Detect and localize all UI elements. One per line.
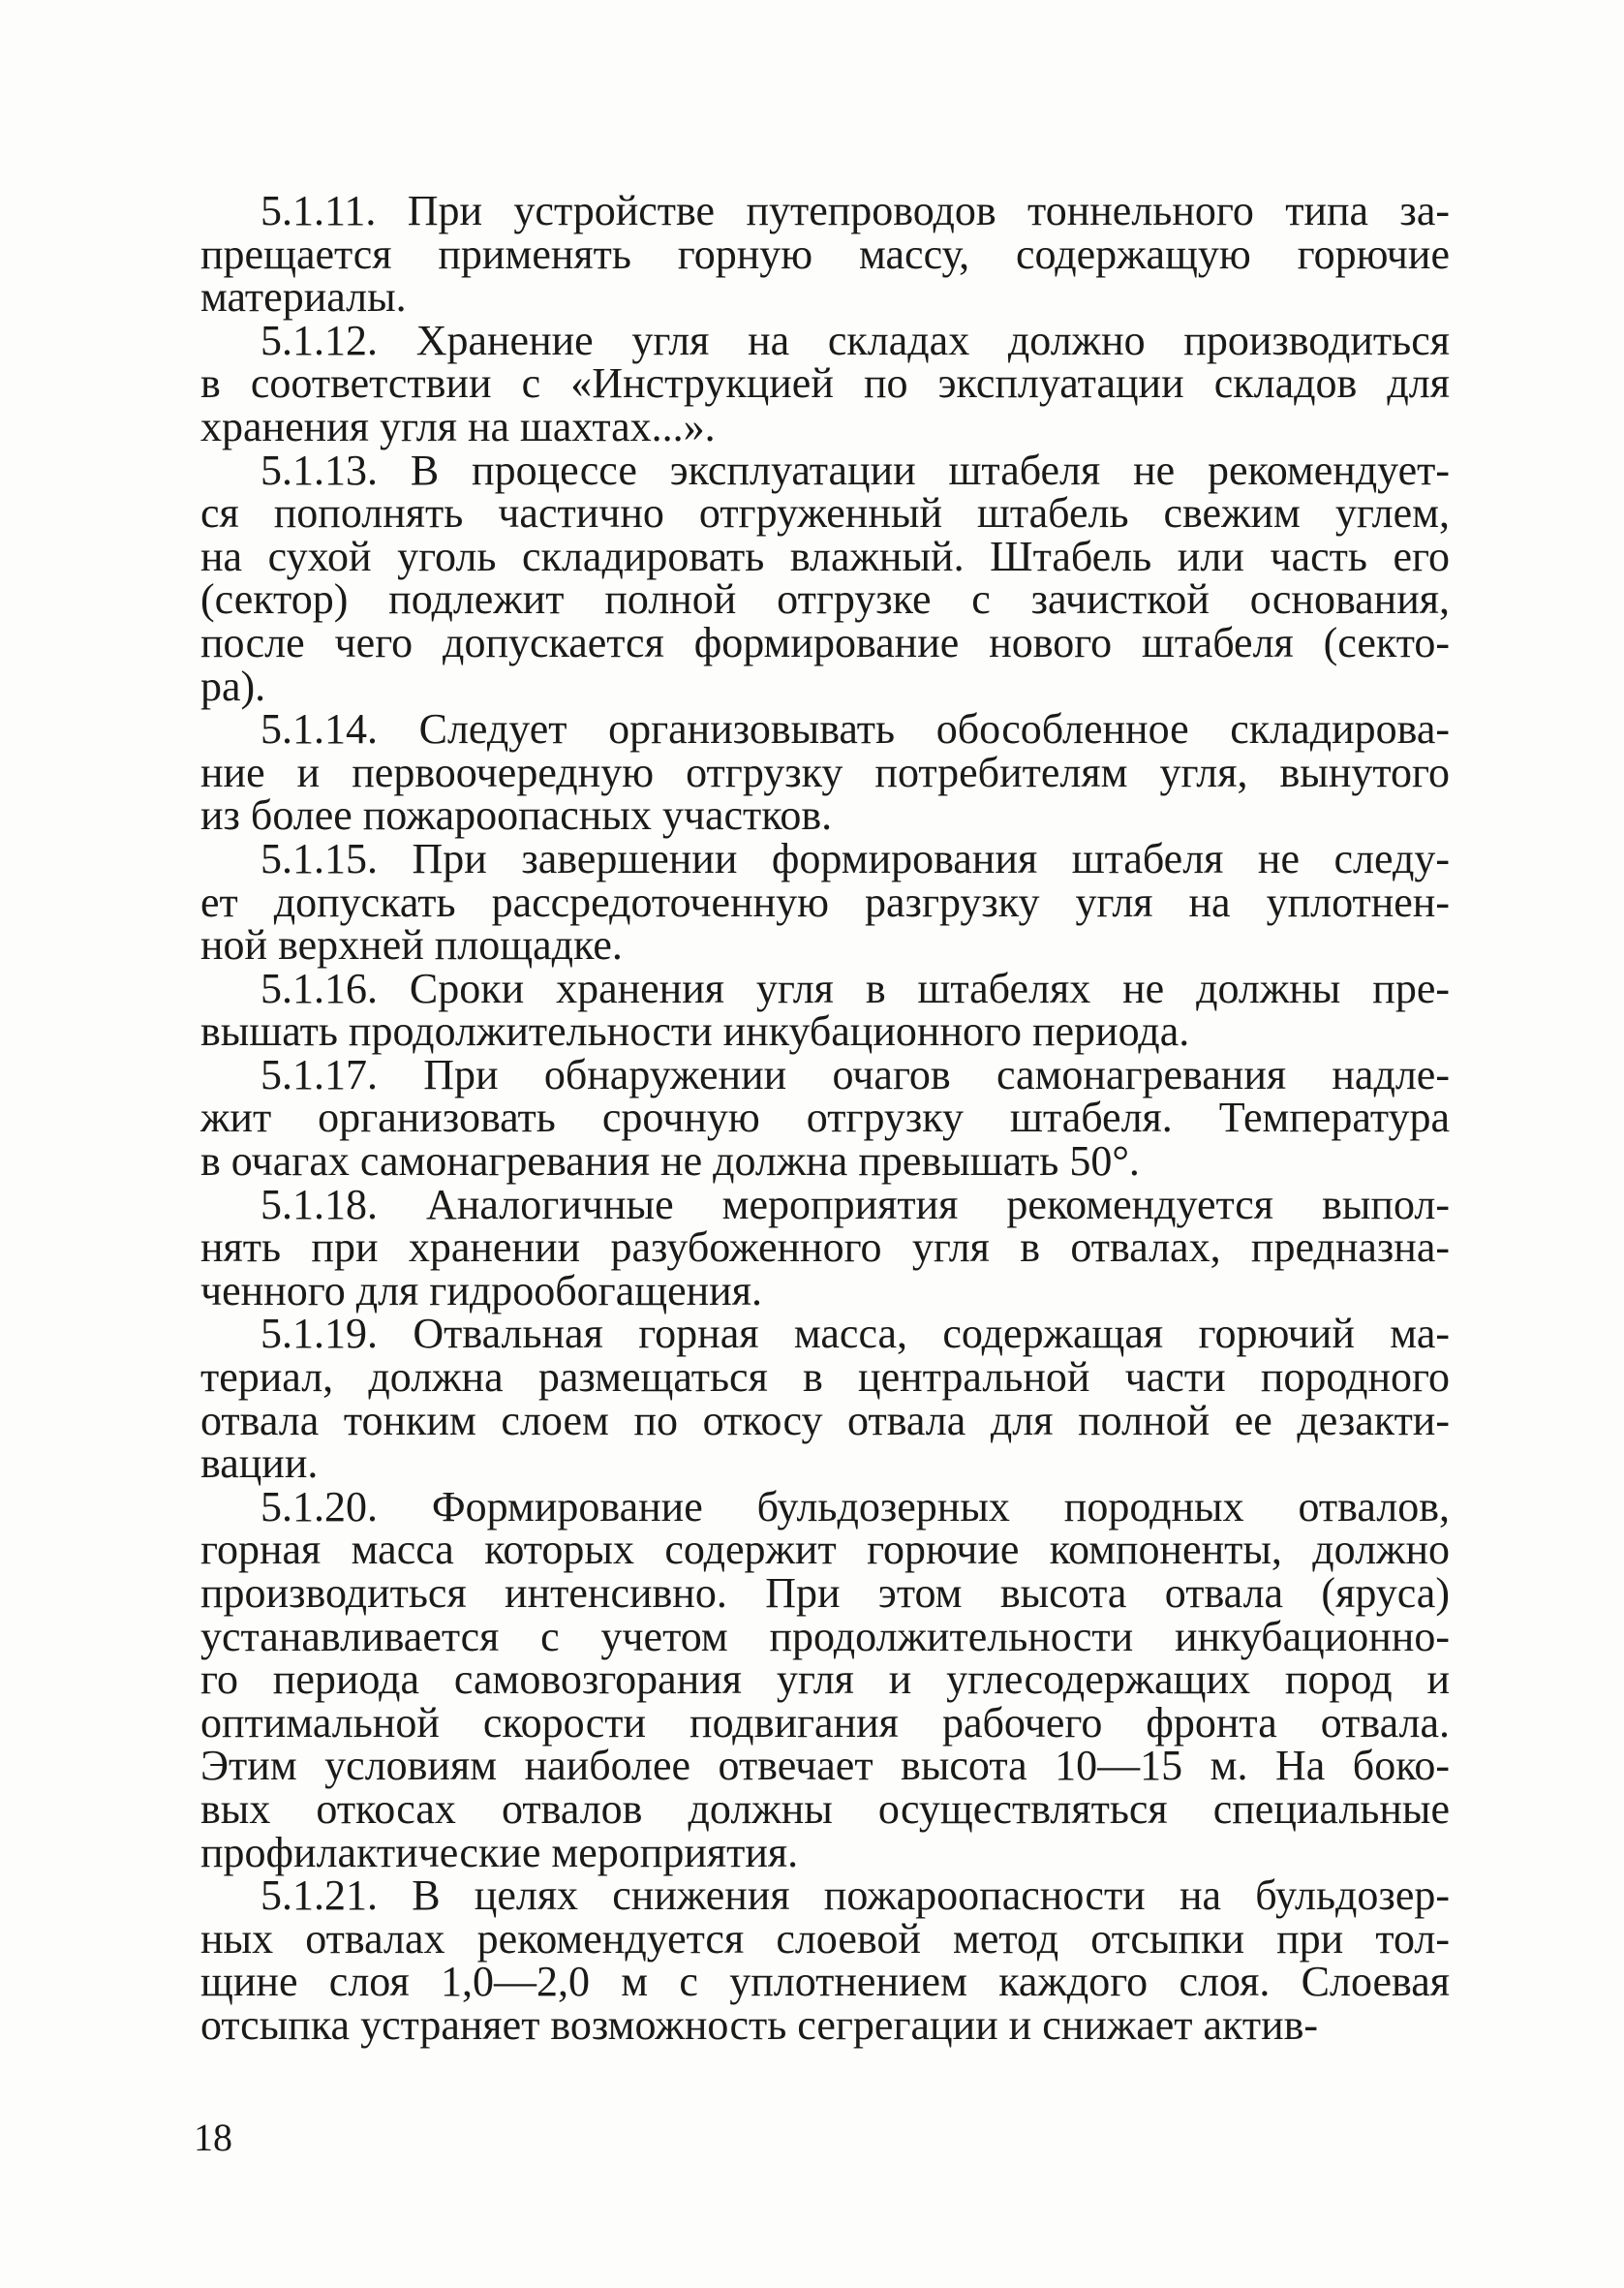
text-line: 5.1.16. Сроки хранения угля в штабелях не должны пре- <box>260 964 1450 1012</box>
text-line: ченного для гидрообогащения. <box>200 1266 762 1314</box>
paragraph <box>200 1050 1450 1186</box>
page-number: 18 <box>194 2116 232 2159</box>
paragraph <box>200 705 1450 840</box>
text-line: 5.1.11. При устройстве путепроводов тоннельного типа за- <box>260 187 1450 234</box>
text-line: ной верхней площадке. <box>200 921 623 970</box>
text-line: 5.1.13. В процессе эксплуатации штабеля не рекомендует- <box>260 446 1450 494</box>
text-line: 5.1.14. Следует организовывать обособленное складирова- <box>260 705 1450 754</box>
paragraph <box>200 446 1450 710</box>
text-line: хранения угля на шахтах...». <box>200 402 716 450</box>
paragraph <box>200 316 1450 450</box>
text-line: ных отвалах рекомендуется слоевой метод отсыпки при тол- <box>200 1914 1450 1963</box>
text-line: профилактические мероприятия. <box>200 1828 799 1876</box>
text-line: ние и первоочередную отгрузку потребителям угля, вынутого <box>200 748 1450 796</box>
text-line: 5.1.12. Хранение угля на складах должно производиться <box>260 316 1450 364</box>
text-line: отсыпка устраняет возможность сегрегации и снижает актив- <box>200 2000 1319 2049</box>
text-line: вации. <box>200 1439 319 1488</box>
paragraph <box>200 964 1450 1056</box>
text-line: прещается применять горную массу, содержащую горючие <box>200 230 1450 278</box>
text-line: го периода самовозгорания угля и углесодержащих пород и <box>200 1655 1450 1704</box>
text-line: нять при хранении разубоженного угля в отвалах, предназна- <box>200 1223 1450 1272</box>
text-line: ет допускать рассредоточенную разгрузку угля на уплотнен- <box>200 878 1450 926</box>
text-line: вышать продолжительности инкубационного периода. <box>200 1007 1190 1056</box>
body-text <box>200 187 1450 2049</box>
text-line: 5.1.19. Отвальная горная масса, содержащая горючий ма- <box>260 1310 1450 1358</box>
text-line: 5.1.15. При завершении формирования штабеля не следу- <box>260 834 1450 882</box>
text-line: в очагах самонагревания не должна превышать 50°. <box>200 1137 1140 1186</box>
text-line: отвала тонким слоем по откосу отвала для полной ее дезакти- <box>200 1396 1450 1444</box>
text-line: Этим условиям наиболее отвечает высота 10—15 м. На боко- <box>200 1742 1450 1790</box>
text-line: 5.1.20. Формирование бульдозерных породных отвалов, <box>260 1482 1450 1530</box>
paragraph <box>200 1180 1450 1314</box>
text-line: вых откосах отвалов должны осуществляться специальные <box>200 1784 1450 1833</box>
text-line: 5.1.17. При обнаружении очагов самонагревания надле- <box>260 1050 1450 1098</box>
text-line: (сектор) подлежит полной отгрузке с зачисткой основания, <box>200 575 1450 624</box>
text-line: устанавливается с учетом продолжительности инкубационно- <box>200 1612 1450 1660</box>
text-line: горная масса которых содержит горючие компоненты, должно <box>200 1526 1450 1574</box>
text-line: 5.1.18. Аналогичные мероприятия рекомендуется выпол- <box>260 1180 1450 1228</box>
text-line: после чего допускается формирование нового штабеля (секто- <box>200 618 1450 666</box>
text-line: в соответствии с «Инструкцией по эксплуатации складов для <box>200 359 1450 408</box>
paragraph <box>200 187 1450 322</box>
paragraph <box>200 834 1450 970</box>
text-line: оптимальной скорости подвигания рабочего фронта отвала. <box>200 1698 1450 1747</box>
paragraph <box>200 1310 1450 1488</box>
text-line: териал, должна размещаться в центральной части породного <box>200 1353 1450 1402</box>
text-line: материалы. <box>200 273 407 322</box>
text-line: из более пожароопасных участков. <box>200 791 833 840</box>
text-line: ра). <box>200 662 266 710</box>
text-line: щине слоя 1,0—2,0 м с уплотнением каждого слоя. Слоевая <box>200 1958 1450 2006</box>
text-line: ся пополнять частично отгруженный штабель свежим углем, <box>200 489 1450 538</box>
paragraph <box>200 1871 1450 2049</box>
text-line: на сухой уголь складировать влажный. Штабель или часть его <box>200 532 1450 580</box>
text-line: производиться интенсивно. При этом высота отвала (яруса) <box>200 1569 1450 1617</box>
paragraph <box>200 1482 1450 1876</box>
text-line: жит организовать срочную отгрузку штабеля. Температура <box>200 1094 1450 1142</box>
text-line: 5.1.21. В целях снижения пожароопасности на бульдозер- <box>260 1871 1450 1920</box>
